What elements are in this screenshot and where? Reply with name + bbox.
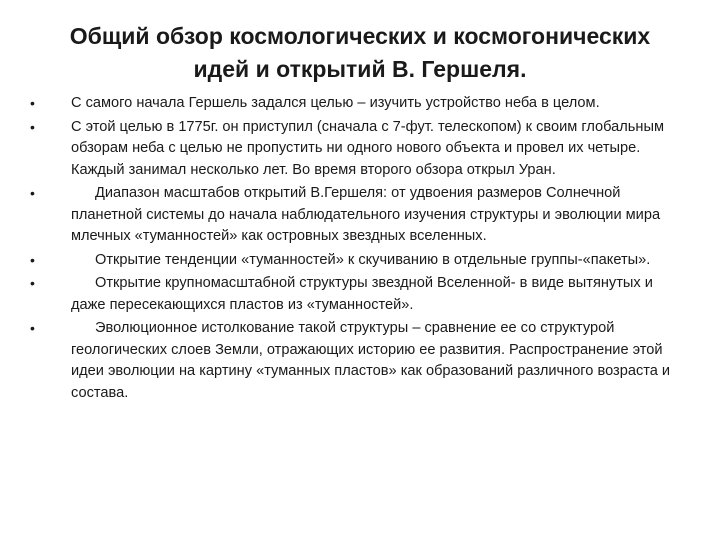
bullet-dot-icon: •	[30, 275, 35, 291]
bullet-text: С самого начала Гершель задался целью – изучить устройство неба в целом.	[71, 95, 600, 111]
bullet-item	[30, 183, 685, 248]
bullet-dot-icon: •	[30, 118, 35, 135]
bullet-dot-icon: •	[30, 320, 35, 336]
slide-title: Общий обзор космологических и космогонических идей и открытий В. Гершеля.	[69, 23, 651, 82]
bullet-list	[30, 93, 685, 406]
bullet-item	[30, 93, 685, 115]
bullet-dot-icon: •	[30, 251, 35, 268]
bullet-item	[30, 273, 685, 316]
bullet-text: Эволюционное истолкование такой структуры – сравнение ее со структурой геологических слоев Земли, отражающих историю ее развития. Распространение этой идеи эволюции на картину «туманных пластов» как образований различного возраста и состава.	[71, 320, 671, 401]
bullet-item	[30, 117, 685, 182]
bullet-dot-icon: •	[30, 95, 35, 111]
bullet-text: С этой целью в 1775г. он приступил (сначала с 7-фут. телескопом) к своим глобальным обзорам неба с целью не пропустить ни одного нового объекта и провел их четыре. Каждый занимал несколько лет. Во время второго обзора открыл Уран.	[71, 118, 664, 178]
bullet-item	[30, 250, 685, 272]
bullet-text: Открытие крупномасштабной структуры звездной Вселенной- в виде вытянутых и даже пересекающихся пластов из «туманностей».	[71, 275, 653, 313]
bullet-dot-icon: •	[30, 185, 35, 201]
bullet-text: Диапазон масштабов открытий В.Гершеля: от удвоения размеров Солнечной планетной системы до начала наблюдательного изучения структуры и эволюции мира млечных «туманностей» как островных звездных вселенных.	[71, 185, 661, 244]
bullet-item	[30, 318, 685, 404]
bullet-text: Открытие тенденции «туманностей» к скучиванию в отдельные группы-«пакеты».	[95, 251, 651, 268]
